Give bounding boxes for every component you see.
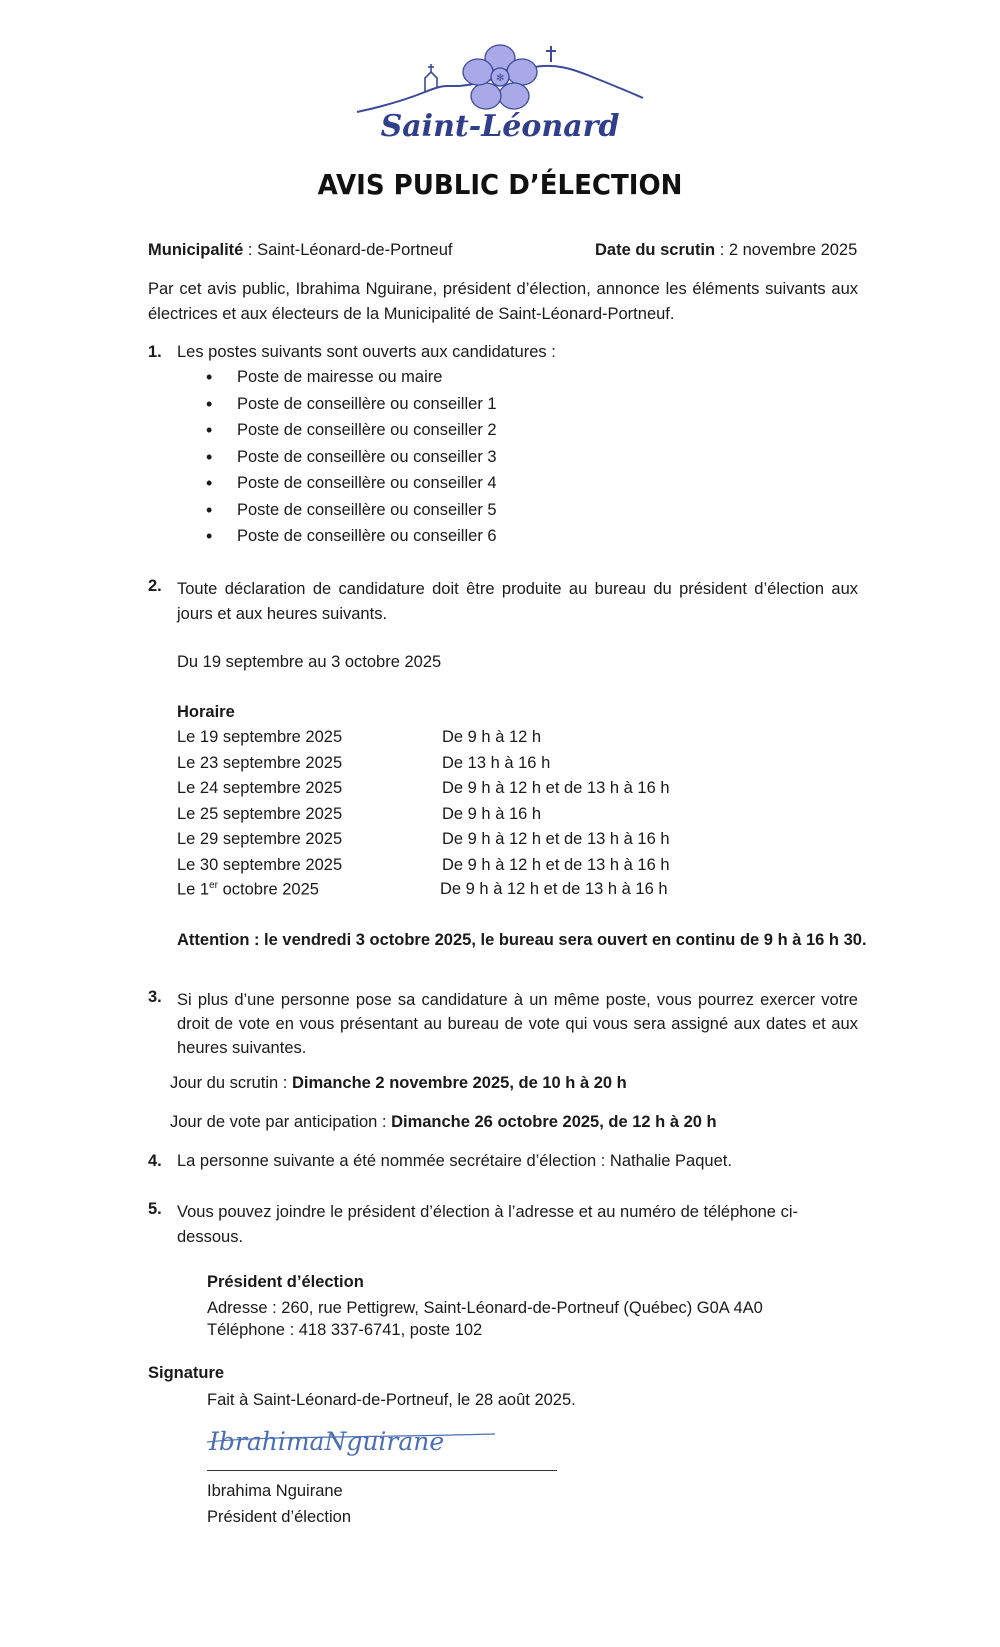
svg-text:Saint-Léonard: Saint-Léonard [380,109,620,144]
post-item: Poste de conseillère ou conseiller 1 [237,394,497,413]
post-item: Poste de conseillère ou conseiller 5 [237,500,497,519]
schedule-day: Le 30 septembre 2025 [177,855,343,874]
voting-day: Jour du scrutin : Dimanche 2 novembre 2025, de 10 h à 20 h [170,1074,627,1092]
signature-place-date: Fait à Saint-Léonard-de-Portneuf, le 28 août 2025. [207,1391,576,1409]
svg-text:✻: ✻ [496,73,505,84]
signatory-name: Ibrahima Nguirane [207,1482,343,1500]
municipality-line: Municipalité : Saint-Léonard-de-Portneuf [148,241,453,259]
section-3-text: Si plus d’une personne pose sa candidature à un même poste, vous pourrez exercer votre droit de vote en vous présentant au bureau de vote qui vous sera assigné aux dates et aux heures suivantes. [177,991,858,1057]
candidacy-period: Du 19 septembre au 3 octobre 2025 [177,653,442,671]
schedule-day: Le 29 septembre 2025 [177,830,343,848]
schedule-hours: De 9 h à 12 h [442,728,542,746]
section-2-number: 2. [148,577,162,595]
schedule-hours: De 9 h à 12 h et de 13 h à 16 h [442,855,670,874]
signature-text: IbrahimaNguirane [209,1427,445,1456]
schedule-hours: De 9 h à 12 h et de 13 h à 16 h [442,830,670,848]
schedule-row-hours: De 9 h à 12 h et de 13 h à 16 h [440,880,668,898]
saint-leonard-logo [355,40,645,150]
schedule-day: Le 19 septembre 2025 [177,728,343,746]
page-title: AVIS PUBLIC D’ÉLECTION [317,168,683,201]
bullet-icon: • [206,526,213,546]
contact-phone: Téléphone : 418 337-6741, poste 102 [207,1321,483,1339]
schedule-row: Le 1er octobre 2025 [177,880,319,899]
attention-notice: Attention : le vendredi 3 octobre 2025, le bureau sera ouvert en continu de 9 h à 16 h 30. [177,931,867,949]
handwritten-signature [205,1418,505,1468]
post-item: Poste de conseillère ou conseiller 2 [237,421,497,439]
section-4-number: 4. [148,1152,162,1170]
section-5-number: 5. [148,1200,162,1218]
advance-voting-day: Jour de vote par anticipation : Dimanche 26 octobre 2025, de 12 h à 20 h [170,1113,717,1131]
schedule-hours: De 9 h à 12 h et de 13 h à 16 h [442,779,670,797]
schedule-hours: De 13 h à 16 h [442,753,551,772]
bullet-icon: • [206,393,213,414]
election-date-line: Date du scrutin : 2 novembre 2025 [595,241,858,259]
signature-line [207,1470,557,1471]
contact-title: Président d’élection [207,1273,364,1291]
post-item: Poste de conseillère ou conseiller 3 [237,447,497,466]
signatory-role: Président d’élection [207,1508,352,1526]
post-item: Poste de conseillère ou conseiller 6 [237,527,497,545]
section-5-text: Vous pouvez joindre le président d’élection à l’adresse et au numéro de téléphone ci-dessous. [177,1203,798,1246]
schedule-day: Le 25 septembre 2025 [177,804,343,823]
section-1-number: 1. [148,343,162,361]
bullet-icon: • [206,499,213,520]
section-2-text: Toute déclaration de candidature doit être produite au bureau du président d’élection aux jours et aux heures suivants. [177,580,858,623]
post-item: Poste de conseillère ou conseiller 4 [237,474,497,492]
post-item: Poste de mairesse ou maire [237,368,443,386]
section-3-number: 3. [148,988,162,1006]
schedule-hours: De 9 h à 16 h [442,804,542,823]
bullet-icon: • [206,446,213,467]
section-4-text: La personne suivante a été nommée secrétaire d’élection : Nathalie Paquet. [177,1152,732,1170]
bullet-icon: • [206,473,213,493]
schedule-day: Le 23 septembre 2025 [177,753,343,772]
bullet-icon: • [206,420,213,440]
schedule-day: Le 24 septembre 2025 [177,779,343,797]
schedule-title: Horaire [177,703,235,721]
intro-paragraph: Par cet avis public, Ibrahima Nguirane, président d’élection, annonce les éléments suivants aux électrices et aux électeurs de la Municipalité de Saint-Léonard-Portneuf. [148,280,858,323]
contact-address: Adresse : 260, rue Pettigrew, Saint-Léonard-de-Portneuf (Québec) G0A 4A0 [207,1299,763,1317]
bullet-icon: • [206,367,213,387]
signature-label: Signature [148,1364,225,1382]
section-1-text: Les postes suivants sont ouverts aux candidatures : [177,343,556,361]
